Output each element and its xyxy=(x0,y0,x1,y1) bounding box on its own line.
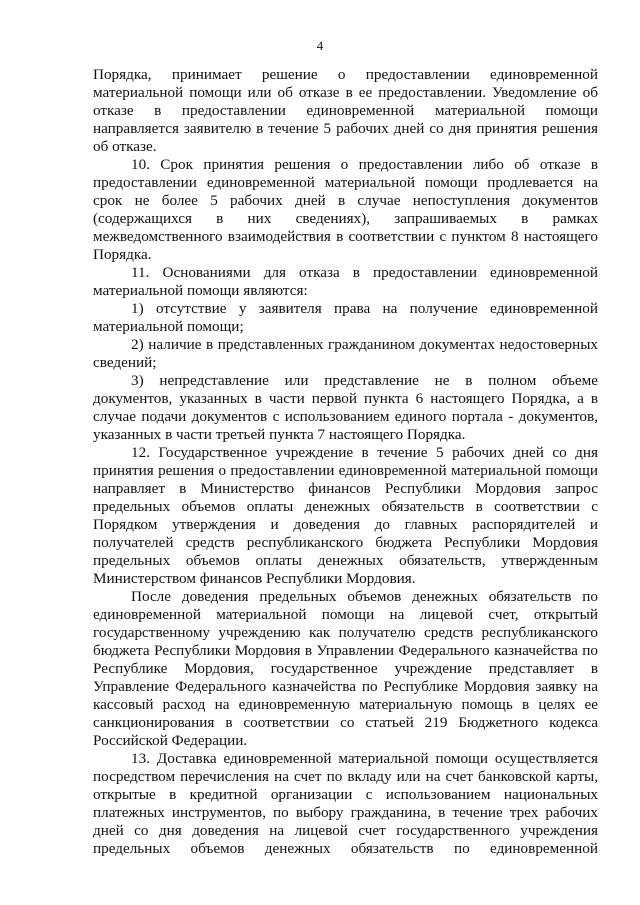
text-line: направляется заявителю в течение 5 рабочих дней со дня принятия решения xyxy=(93,120,598,137)
text-line: открытые в кредитной организации с использованием национальных xyxy=(93,786,598,803)
text-line: предельных объемов оплаты денежных обязательств, утвержденным xyxy=(93,552,598,569)
text-line: платежных инструментов, по выбору гражданина, в течение трех рабочих xyxy=(93,804,598,821)
text-line: материальной помощи или об отказе в ее предоставлении. Уведомление об xyxy=(93,84,598,101)
text-line: Управление Федерального казначейства по Республике Мордовия заявку на xyxy=(93,678,598,695)
text-line: После доведения предельных объемов денежных обязательств по xyxy=(131,588,598,605)
text-line: 12. Государственное учреждение в течение 5 рабочих дней со дня xyxy=(131,444,598,461)
text-line: Порядком утверждения и доведения до главных распорядителей и xyxy=(93,516,598,533)
text-line: бюджета Республики Мордовия в Управлении Федерального казначейства по xyxy=(93,642,598,659)
text-line: государственному учреждению как получателю средств республиканского xyxy=(93,624,598,641)
document-body xyxy=(93,66,598,858)
text-line: Порядка, принимает решение о предоставлении единовременной xyxy=(93,66,598,83)
text-line: дней со дня доведения на лицевой счет государственного учреждения xyxy=(93,822,598,839)
text-line: Порядка. xyxy=(93,246,152,263)
text-line: кассовый расход на единовременную материальную помощь в целях ее xyxy=(93,696,598,713)
text-line: сведений; xyxy=(93,354,157,371)
text-line: случае подачи документов с использованием единого портала - документов, xyxy=(93,408,598,425)
text-line: межведомственного взаимодействия в соответствии с пунктом 8 настоящего xyxy=(93,228,598,245)
text-line: документов, указанных в части первой пункта 6 настоящего Порядка, а в xyxy=(93,390,598,407)
text-line: указанных в части третьей пункта 7 настоящего Порядка. xyxy=(93,426,466,443)
text-line: 1) отсутствие у заявителя права на получение единовременной xyxy=(131,300,598,317)
page-number: 4 xyxy=(316,38,324,53)
text-line: 2) наличие в представленных гражданином документах недостоверных xyxy=(131,336,598,353)
text-line: отказе в предоставлении единовременной материальной помощи xyxy=(93,102,598,119)
text-line: материальной помощи; xyxy=(93,318,244,335)
text-line: принятия решения о предоставлении единовременной материальной помощи xyxy=(93,462,598,479)
text-line: материальной помощи являются: xyxy=(93,282,308,299)
text-line: 10. Срок принятия решения о предоставлении либо об отказе в xyxy=(131,156,598,173)
text-line: получателей средств республиканского бюджета Республики Мордовия xyxy=(93,534,598,551)
text-line: Министерством финансов Республики Мордовия. xyxy=(93,570,416,587)
text-line: посредством перечисления на счет по вкладу или на счет банковской карты, xyxy=(93,768,598,785)
text-line: (содержащихся в них сведениях), запрашиваемых в рамках xyxy=(93,210,598,227)
text-line: направляет в Министерство финансов Республики Мордовия запрос xyxy=(93,480,598,497)
text-line: предельных объемов оплаты денежных обязательств в соответствии с xyxy=(93,498,598,515)
text-line: 13. Доставка единовременной материальной помощи осуществляется xyxy=(131,750,598,767)
text-line: предельных объемов денежных обязательств по единовременной xyxy=(93,840,598,857)
text-line: 3) непредставление или представление не в полном объеме xyxy=(131,372,598,389)
text-line: об отказе. xyxy=(93,138,157,155)
text-line: Республике Мордовия, государственное учреждение представляет в xyxy=(93,660,598,677)
text-line: санкционирования в соответствии со статьей 219 Бюджетного кодекса xyxy=(93,714,598,731)
text-line: 11. Основаниями для отказа в предоставлении единовременной xyxy=(131,264,598,281)
text-line: Российской Федерации. xyxy=(93,732,248,749)
text-line: срок не более 5 рабочих дней в случае непоступления документов xyxy=(93,192,598,209)
text-line: единовременной материальной помощи на лицевой счет, открытый xyxy=(93,606,598,623)
text-line: предоставлении единовременной материальной помощи продлевается на xyxy=(93,174,598,191)
